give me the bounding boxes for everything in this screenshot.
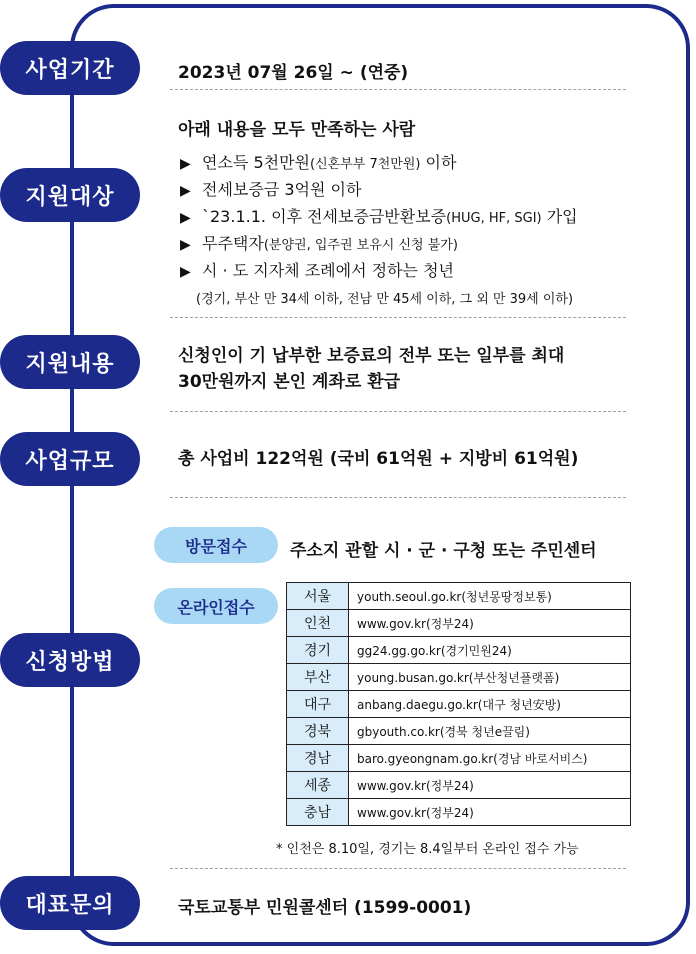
online-sites-table — [286, 582, 631, 826]
target-bullet: ▶ 전세보증금 3억원 이하 — [180, 180, 362, 199]
target-bullet: ▶ 무주택자(분양권, 입주권 보유시 신청 불가) — [180, 234, 458, 253]
region-cell: 부산 — [287, 664, 349, 691]
triangle-right-icon: ▶ — [180, 237, 191, 253]
region-cell: 인천 — [287, 610, 349, 637]
period-text: 2023년 07월 26일 ~ (연중) — [178, 63, 409, 83]
visit-pill: 방문접수 — [154, 527, 278, 563]
age-note: (경기, 부산 만 34세 이하, 전남 만 45세 이하, 그 외 만 39세 이하) — [196, 292, 574, 307]
content-line-1: 신청인이 기 납부한 보증료의 전부 또는 일부를 최대 — [178, 346, 565, 366]
table-row — [287, 772, 631, 799]
triangle-right-icon: ▶ — [180, 183, 191, 199]
label-scale: 사업규모 — [0, 432, 140, 486]
table-row — [287, 637, 631, 664]
target-bullet: ▶ `23.1.1. 이후 전세보증금반환보증(HUG, HF, SGI) 가입 — [180, 207, 578, 226]
url-cell: gbyouth.co.kr(경북 청년e끌림) — [349, 718, 631, 745]
url-cell: www.gov.kr(정부24) — [349, 610, 631, 637]
url-cell: www.gov.kr(정부24) — [349, 799, 631, 826]
triangle-right-icon: ▶ — [180, 210, 191, 226]
url-cell: www.gov.kr(정부24) — [349, 772, 631, 799]
url-cell: baro.gyeongnam.go.kr(경남 바로서비스) — [349, 745, 631, 772]
target-bullet: ▶ 시 · 도 지자체 조례에서 정하는 청년 — [180, 261, 454, 280]
target-heading: 아래 내용을 모두 만족하는 사람 — [178, 120, 416, 140]
url-cell: anbang.daegu.go.kr(대구 청년安방) — [349, 691, 631, 718]
scale-text: 총 사업비 122억원 (국비 61억원 + 지방비 61억원) — [178, 449, 579, 469]
label-content: 지원내용 — [0, 335, 140, 389]
visit-text: 주소지 관할 시 · 군 · 구청 또는 주민센터 — [290, 541, 597, 561]
divider — [170, 497, 626, 498]
table-row — [287, 799, 631, 826]
region-cell: 충남 — [287, 799, 349, 826]
url-cell: youth.seoul.go.kr(청년몽땅정보통) — [349, 583, 631, 610]
region-cell: 경북 — [287, 718, 349, 745]
label-inquiry: 대표문의 — [0, 876, 140, 930]
divider — [170, 317, 626, 318]
region-cell: 경남 — [287, 745, 349, 772]
region-cell: 대구 — [287, 691, 349, 718]
table-row — [287, 583, 631, 610]
content-line-2: 30만원까지 본인 계좌로 환급 — [178, 372, 401, 392]
region-cell: 경기 — [287, 637, 349, 664]
url-cell: young.busan.go.kr(부산청년플랫폼) — [349, 664, 631, 691]
label-target: 지원대상 — [0, 168, 140, 222]
table-row — [287, 664, 631, 691]
region-cell: 서울 — [287, 583, 349, 610]
label-apply: 신청방법 — [0, 633, 140, 687]
online-note: * 인천은 8.10일, 경기는 8.4일부터 온라인 접수 가능 — [276, 842, 579, 857]
table-row — [287, 718, 631, 745]
target-bullet: ▶ 연소득 5천만원(신혼부부 7천만원) 이하 — [180, 153, 457, 172]
table-row — [287, 610, 631, 637]
divider — [170, 411, 626, 412]
inquiry-text: 국토교통부 민원콜센터 (1599-0001) — [178, 898, 472, 918]
online-pill: 온라인접수 — [154, 588, 278, 624]
triangle-right-icon: ▶ — [180, 264, 191, 280]
table-row — [287, 691, 631, 718]
region-cell: 세종 — [287, 772, 349, 799]
url-cell: gg24.gg.go.kr(경기민원24) — [349, 637, 631, 664]
label-period: 사업기간 — [0, 41, 140, 95]
table-row — [287, 745, 631, 772]
divider — [170, 868, 626, 869]
divider — [170, 89, 626, 90]
triangle-right-icon: ▶ — [180, 156, 191, 172]
